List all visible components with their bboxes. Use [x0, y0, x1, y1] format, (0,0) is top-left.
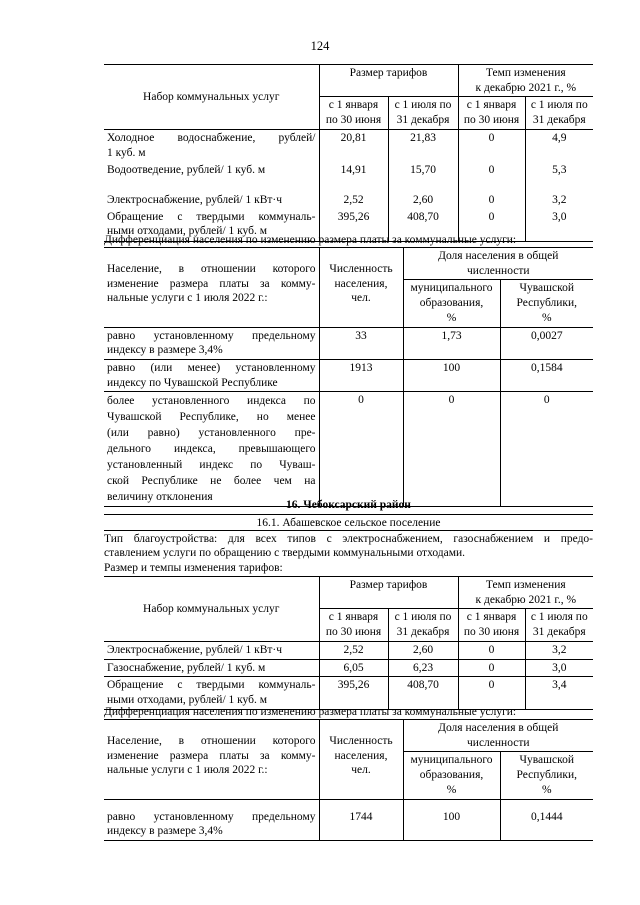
table-row: равно установленному предельному индексу в размере 3,4% 1744 100 0,1444: [104, 799, 593, 840]
table-row: равно установленному предельному индексу в размере 3,4% 33 1,73 0,0027: [104, 327, 593, 359]
amenity-line-1: Тип благоустройства: для всех типов с электроснабжением, газоснабжением и предо-: [104, 530, 593, 547]
header-republic: Чувашской Республики, %: [500, 752, 593, 799]
header-period-4: с 1 июля по 31 декабря: [525, 97, 593, 129]
header-count: Численность населения, чел.: [319, 248, 403, 328]
table-row: более установленного индекса по Чувашской Республике, но менее (или равно) установленного пре- дельного индекса, превышающего установленный индекс по Чуваш- ской Республике не более чем на величину отклонения 0 0 0: [104, 392, 593, 507]
header-share: Доля населения в общей численности: [403, 720, 593, 752]
table-row: Обращение с твердыми коммуналь- ными отходами, рублей/ 1 куб. м 395,26 408,70 0 3,0: [104, 209, 593, 242]
header-change-rate: Темп изменения к декабрю 2021 г., %: [458, 577, 593, 609]
table-row: равно (или менее) установленному индексу по Чувашской Республике 1913 100 0,1584: [104, 360, 593, 392]
header-population: Население, в отношении которого изменение размера платы за комму- нальные услуги с 1 июля 2022 г.:: [104, 248, 319, 328]
header-service-set: Набор коммунальных услуг: [104, 65, 319, 130]
table-row: Электроснабжение, рублей/ 1 кВт·ч 2,52 2,60 0 3,2: [104, 641, 593, 659]
table-row: Водоотведение, рублей/ 1 куб. м 14,91 15,70 0 5,3: [104, 162, 593, 192]
header-tariff-size: Размер тарифов: [319, 577, 458, 609]
header-period-3: с 1 января по 30 июня: [458, 97, 525, 129]
table-row: Электроснабжение, рублей/ 1 кВт·ч 2,52 2,60 0 3,2: [104, 192, 593, 209]
header-change-rate: Темп изменения к декабрю 2021 г., %: [458, 65, 593, 97]
tariff-table-2: [104, 576, 593, 710]
page-number: 124: [310, 39, 330, 53]
settlement-title: 16.1. Абашевское сельское поселение: [104, 514, 593, 531]
header-period-3: с 1 января по 30 июня: [458, 609, 525, 641]
header-period-4: с 1 июля по 31 декабря: [525, 609, 593, 641]
population-table-2: [104, 719, 593, 841]
header-municipality: муниципального образования, %: [403, 280, 500, 327]
header-republic: Чувашской Республики, %: [500, 280, 593, 327]
header-tariff-size: Размер тарифов: [319, 65, 458, 97]
tariff-table-1: [104, 64, 593, 242]
population-table-1: [104, 247, 593, 507]
diff-title-2: Дифференциация населения по изменению размера платы за коммунальные услуги:: [104, 706, 517, 718]
table-row: Газоснабжение, рублей/ 1 куб. м 6,05 6,23 0 3,0: [104, 659, 593, 677]
header-population: Население, в отношении которого изменение размера платы за комму- нальные услуги с 1 июля 2022 г.:: [104, 720, 319, 800]
amenity-line-2: ставлением услуги по обращению с твердыми коммунальными отходами.: [104, 547, 466, 559]
header-period-2: с 1 июля по 31 декабря: [388, 609, 458, 641]
header-period-1: с 1 января по 30 июня: [319, 97, 388, 129]
district-title: 16. Чебоксарский район: [286, 499, 411, 511]
table-row: Холодное водоснабжение, рублей/ 1 куб. м 20,81 21,83 0 4,9: [104, 129, 593, 162]
header-service-set: Набор коммунальных услуг: [104, 577, 319, 642]
tariff-title: Размер и темпы изменения тарифов:: [104, 562, 283, 574]
header-share: Доля населения в общей численности: [403, 248, 593, 280]
header-period-1: с 1 января по 30 июня: [319, 609, 388, 641]
header-municipality: муниципального образования, %: [403, 752, 500, 799]
header-period-2: с 1 июля по 31 декабря: [388, 97, 458, 129]
diff-title-1: Дифференциация населения по изменению размера платы за коммунальные услуги:: [104, 234, 517, 246]
header-count: Численность населения, чел.: [319, 720, 403, 800]
table-row: Обращение с твердыми коммуналь- ными отходами, рублей/ 1 куб. м 395,26 408,70 0 3,4: [104, 677, 593, 709]
